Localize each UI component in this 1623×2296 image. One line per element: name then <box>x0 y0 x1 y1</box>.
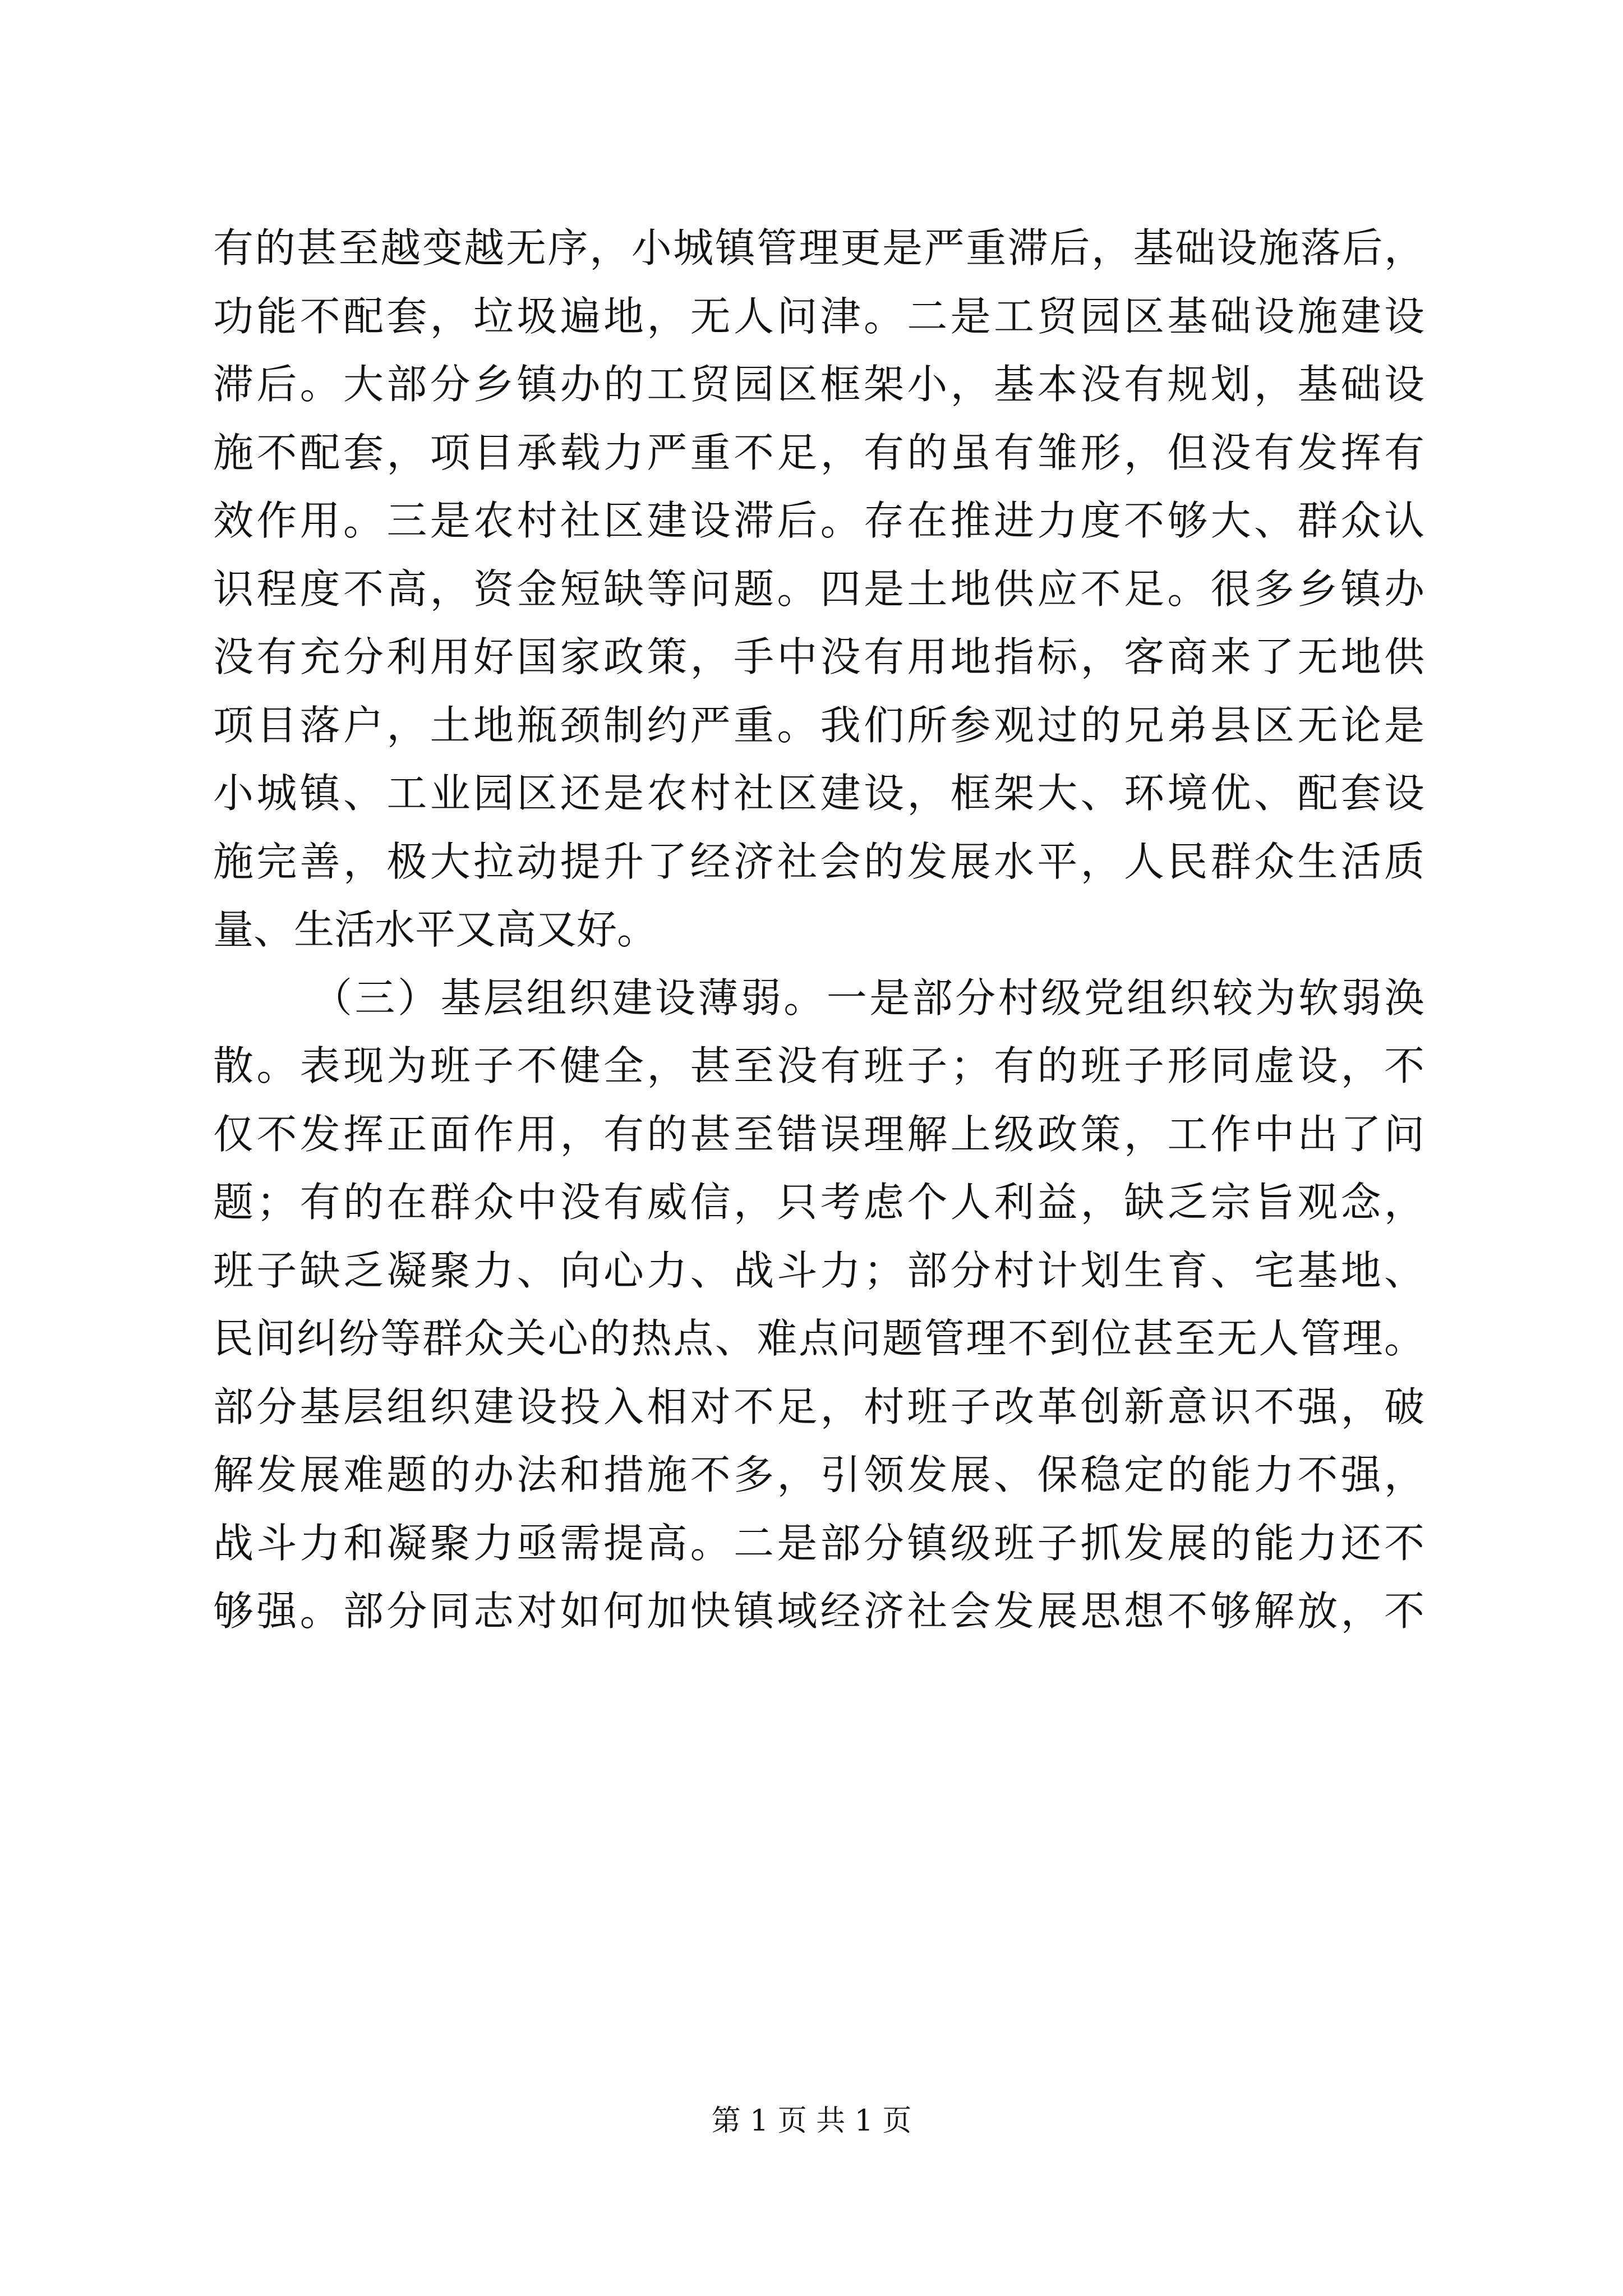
document-body <box>213 214 1424 1646</box>
text-line: 战斗力和凝聚力亟需提高。二是部分镇级班子抓发展的能力还不 <box>213 1519 1424 1567</box>
text-line: 识程度不高，资金短缺等问题。四是土地供应不足。很多乡镇办 <box>213 565 1424 613</box>
text-line: 没有充分利用好国家政策，手中没有用地指标，客商来了无地供 <box>213 633 1424 680</box>
text-line: 题；有的在群众中没有威信，只考虑个人利益，缺乏宗旨观念， <box>213 1179 1424 1226</box>
text-line: 效作用。三是农村社区建设滞后。存在推进力度不够大、群众认 <box>213 497 1424 544</box>
text-line: 项目落户，土地瓶颈制约严重。我们所参观过的兄弟县区无论是 <box>213 701 1424 749</box>
text-line: 部分基层组织建设投入相对不足，村班子改革创新意识不强，破 <box>213 1383 1424 1430</box>
section-heading-line: （三）基层组织建设薄弱。一是部分村级党组织较为软弱涣 <box>312 974 1424 1022</box>
text-line: 滞后。大部分乡镇办的工贸园区框架小，基本没有规划，基础设 <box>213 361 1424 408</box>
text-line: 施完善，极大拉动提升了经济社会的发展水平，人民群众生活质 <box>213 838 1424 885</box>
text-line: 解发展难题的办法和措施不多，引领发展、保稳定的能力不强， <box>213 1451 1424 1498</box>
text-line: 够强。部分同志对如何加快镇域经济社会发展思想不够解放，不 <box>213 1588 1424 1635</box>
text-line: 民间纠纷等群众关心的热点、难点问题管理不到位甚至无人管理。 <box>213 1315 1424 1362</box>
text-line: 施不配套，项目承载力严重不足，有的虽有雏形，但没有发挥有 <box>213 429 1424 476</box>
text-line: 班子缺乏凝聚力、向心力、战斗力；部分村计划生育、宅基地、 <box>213 1246 1424 1294</box>
text-line: 功能不配套，垃圾遍地，无人问津。二是工贸园区基础设施建设 <box>213 292 1424 340</box>
text-line: 仅不发挥正面作用，有的甚至错误理解上级政策，工作中出了问 <box>213 1110 1424 1158</box>
text-line: 小城镇、工业园区还是农村社区建设，框架大、环境优、配套设 <box>213 770 1424 817</box>
text-line: 有的甚至越变越无序，小城镇管理更是严重滞后，基础设施落后， <box>213 224 1424 272</box>
text-line: 散。表现为班子不健全，甚至没有班子；有的班子形同虚设，不 <box>213 1042 1424 1089</box>
text-line-paragraph-end: 量、生活水平又高又好。 <box>213 906 658 953</box>
page-number-footer: 第 1 页 共 1 页 <box>711 2104 912 2138</box>
